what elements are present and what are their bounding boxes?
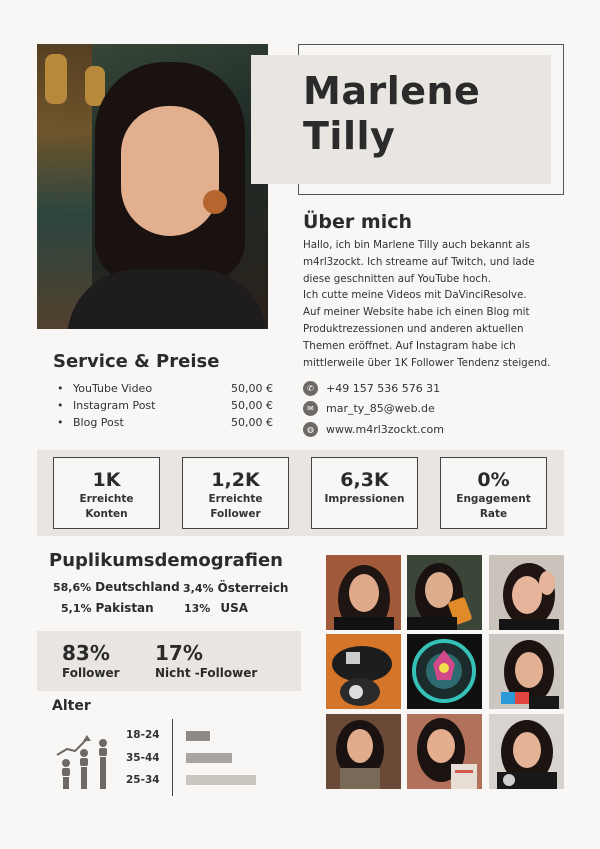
name-panel xyxy=(251,55,551,184)
stat-card xyxy=(311,457,418,529)
service-item xyxy=(53,397,273,414)
gallery-photo xyxy=(407,714,482,789)
follower-value: 83% xyxy=(62,641,110,665)
service-item xyxy=(53,414,273,431)
about-line: m4rl3zockt. Ich streame auf Twitch, und lade xyxy=(303,255,535,268)
about-text xyxy=(303,237,568,371)
last-name: Tilly xyxy=(303,114,396,158)
age-title: Alter xyxy=(52,698,91,714)
country-item xyxy=(61,601,154,615)
gallery-photo xyxy=(326,714,401,789)
country-name: USA xyxy=(220,601,249,615)
follower-value: 17% xyxy=(155,641,203,665)
service-label: • YouTube Video xyxy=(53,380,152,397)
profile-photo xyxy=(37,44,268,329)
stat-label: Erreichte xyxy=(208,493,263,505)
services-title: Service & Preise xyxy=(53,351,220,372)
age-bar xyxy=(186,753,232,763)
phone-text: +49 157 536 576 31 xyxy=(326,382,441,395)
country-pct: 58,6% xyxy=(53,581,92,594)
email-text[interactable]: mar_ty_85@web.de xyxy=(326,402,435,415)
contact-phone xyxy=(303,381,440,396)
stat-card xyxy=(440,457,547,529)
about-title: Über mich xyxy=(303,211,412,233)
age-label: 25-34 xyxy=(126,774,160,786)
about-line: Hallo, ich bin Marlene Tilly auch bekannt als xyxy=(303,239,530,251)
globe-icon: ◍ xyxy=(303,422,318,437)
country-item xyxy=(183,581,288,595)
contact-email[interactable] xyxy=(303,401,435,416)
stat-value: 1,2K xyxy=(211,469,260,491)
service-label: • Blog Post xyxy=(53,414,124,431)
service-price: 50,00 € xyxy=(231,382,273,395)
gallery-photo xyxy=(489,634,564,709)
stat-label: Follower xyxy=(210,508,261,520)
stat-value: 6,3K xyxy=(340,469,389,491)
contact-website[interactable] xyxy=(303,422,444,437)
audience-growth-icon xyxy=(55,733,115,791)
stat-card xyxy=(53,457,160,529)
mail-icon: ✉ xyxy=(303,401,318,416)
country-pct: 3,4% xyxy=(183,582,214,595)
about-line: Auf meiner Website habe ich einen Blog mit xyxy=(303,306,530,319)
stat-label: Impressionen xyxy=(324,493,405,505)
gallery-photo xyxy=(489,714,564,789)
phone-icon: ✆ xyxy=(303,381,318,396)
gallery-photo xyxy=(489,555,564,630)
follower-label: Nicht -Follower xyxy=(155,666,258,680)
demographics-title: Puplikumsdemografien xyxy=(49,550,283,571)
age-divider xyxy=(172,719,173,796)
stat-label: Konten xyxy=(85,508,128,520)
gallery-photo xyxy=(407,555,482,630)
stat-label: Rate xyxy=(479,508,508,520)
age-bar xyxy=(186,775,256,785)
follower-stat xyxy=(62,641,120,681)
age-label: 18-24 xyxy=(126,729,160,741)
follower-label: Follower xyxy=(62,666,120,680)
first-name: Marlene xyxy=(303,69,481,113)
follower-stat xyxy=(155,641,257,681)
service-item xyxy=(53,380,273,397)
country-item xyxy=(53,580,180,594)
country-pct: 13% xyxy=(184,602,211,615)
country-name: Deutschland xyxy=(95,580,180,594)
age-bar xyxy=(186,731,210,741)
stat-label: Erreichte xyxy=(79,493,134,505)
stat-label: Engagement xyxy=(456,493,531,505)
about-line: diese geschnitten auf YouTube hoch. xyxy=(303,272,491,285)
gallery-photo xyxy=(326,634,401,709)
stat-card xyxy=(182,457,289,529)
about-line: Themen eröffnet. Auf Instagram habe ich xyxy=(303,339,516,352)
gallery-logo xyxy=(407,634,482,709)
about-line: Ich cutte meine Videos mit DaVinciResolve. xyxy=(303,289,527,302)
country-item xyxy=(184,601,248,615)
about-line: Produktrezessionen und anderen aktuellen xyxy=(303,322,524,335)
service-label: • Instagram Post xyxy=(53,397,155,414)
service-price: 50,00 € xyxy=(231,416,273,429)
website-text[interactable]: www.m4rl3zockt.com xyxy=(326,423,444,436)
country-name: Pakistan xyxy=(95,601,154,615)
stat-value: 0% xyxy=(477,469,510,491)
services-list xyxy=(53,380,273,431)
about-line: mittlerweile über 1K Follower Tendenz steigend. xyxy=(303,356,551,369)
country-pct: 5,1% xyxy=(61,602,92,615)
stat-value: 1K xyxy=(92,469,121,491)
country-name: Österreich xyxy=(217,581,289,595)
age-label: 35-44 xyxy=(126,752,160,764)
service-price: 50,00 € xyxy=(231,399,273,412)
gallery-photo xyxy=(326,555,401,630)
